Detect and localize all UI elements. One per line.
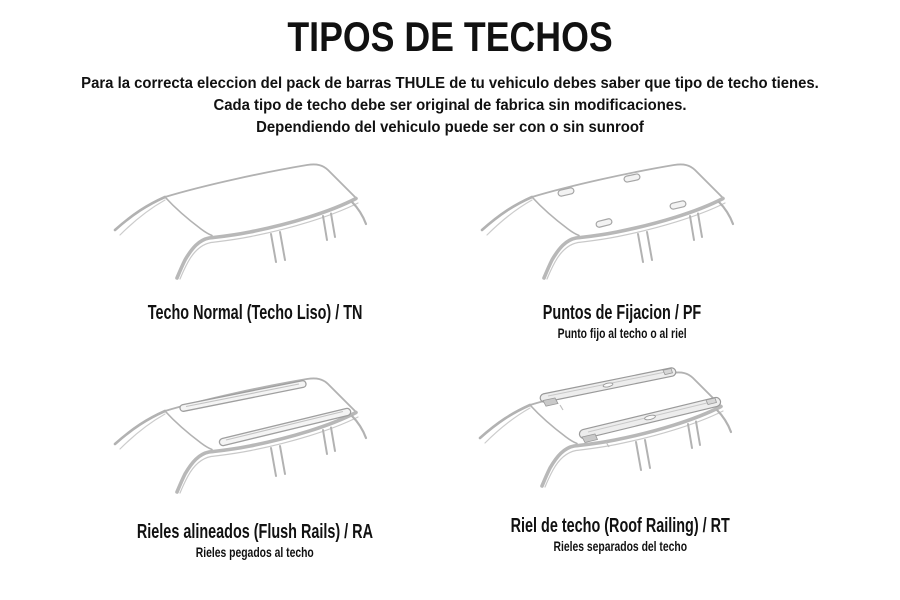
techo-normal-sketch [95, 150, 415, 300]
figure-subtitle: Rieles pegados al techo [195, 544, 315, 560]
figure-subtitle: Rieles separados del techo [553, 538, 687, 554]
figure-puntos-fijacion [422, 150, 822, 342]
figure-caption: Puntos de Fijacion / PF [542, 302, 702, 324]
intro-line-3: Dependiendo del vehiculo puede ser con o sin sunroof [256, 119, 644, 136]
intro-line-2: Cada tipo de techo debe ser original de fabrica sin modificaciones. [213, 97, 687, 114]
figure-subtitle: Punto fijo al techo o al riel [557, 325, 687, 341]
roof-railing-sketch [460, 358, 780, 508]
figure-caption: Riel de techo (Roof Railing) / RT [510, 515, 730, 537]
page-title: TIPOS DE TECHOS [287, 13, 613, 60]
figure-techo-normal [55, 150, 455, 324]
intro-text [32, 73, 869, 139]
flush-rail-bars [180, 381, 351, 446]
figure-caption: Rieles alineados (Flush Rails) / RA [136, 521, 374, 543]
figure-roof-railing [420, 358, 820, 555]
figure-flush-rails [55, 364, 455, 561]
puntos-fijacion-sketch [462, 150, 782, 300]
intro-line-1: Para la correcta eleccion del pack de barras THULE de tu vehiculo debes saber que tipo de techo tienes. [81, 75, 819, 92]
figure-caption: Techo Normal (Techo Liso) / TN [147, 302, 363, 324]
flush-rails-sketch [95, 364, 415, 514]
